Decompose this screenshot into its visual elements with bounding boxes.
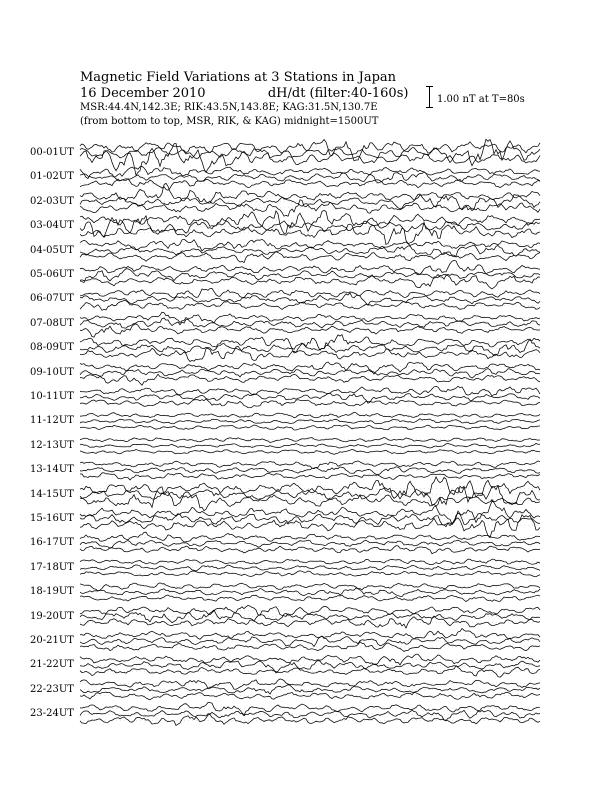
station-trace-rik <box>80 540 540 548</box>
station-trace-msr <box>80 595 540 602</box>
station-trace-kag <box>80 239 540 251</box>
station-trace-kag <box>80 461 540 469</box>
station-trace-rik <box>80 467 540 475</box>
hour-row-label: 21-22UT <box>30 659 74 671</box>
station-trace-kag <box>80 260 540 274</box>
hour-row-label: 03-04UT <box>30 220 74 232</box>
hour-row-label: 06-07UT <box>30 293 74 305</box>
station-trace-kag <box>80 210 540 233</box>
hour-row-label: 22-23UT <box>30 683 74 695</box>
station-trace-kag <box>80 583 540 591</box>
station-trace-rik <box>80 245 540 257</box>
hour-row-label: 19-20UT <box>30 610 74 622</box>
station-coordinates: MSR:44.4N,142.3E; RIK:43.5N,143.8E; KAG:31.5N,130.7E <box>80 102 378 113</box>
hour-row-label: 15-16UT <box>30 513 74 524</box>
station-trace-rik <box>80 685 540 694</box>
hour-row-label: 09-10UT <box>30 366 74 378</box>
hour-row-label: 11-12UT <box>30 415 74 427</box>
hour-row-label: 02-03UT <box>30 195 74 207</box>
station-trace-kag <box>80 628 540 639</box>
station-trace-rik <box>80 610 540 623</box>
hour-row-label: 04-05UT <box>30 244 74 256</box>
station-trace-rik <box>80 661 540 673</box>
station-trace-kag <box>80 166 540 178</box>
hour-row-label: 16-17UT <box>30 537 74 549</box>
hour-row-label: 18-19UT <box>30 586 74 598</box>
station-trace-kag <box>80 605 540 616</box>
hour-row-label: 12-13UT <box>30 439 74 451</box>
hour-row-label: 07-08UT <box>30 317 74 329</box>
scale-bar-label: 1.00 nT at T=80s <box>437 94 525 105</box>
station-trace-msr <box>80 616 540 628</box>
hour-row-label: 08-09UT <box>30 342 74 354</box>
station-trace-msr <box>80 449 540 454</box>
station-trace-msr <box>80 275 540 289</box>
station-trace-rik <box>80 369 540 378</box>
hour-row-label: 00-01UT <box>30 147 74 158</box>
station-trace-kag <box>80 477 540 499</box>
station-trace-rik <box>80 710 540 721</box>
station-trace-kag <box>80 183 540 203</box>
hour-row-label: 05-06UT <box>30 269 74 280</box>
hour-row-label: 20-21UT <box>30 635 74 646</box>
hour-row-label: 13-14UT <box>30 464 74 476</box>
hour-row-label: 23-24UT <box>30 708 74 720</box>
chart-title: Magnetic Field Variations at 3 Stations in Japan <box>80 70 397 85</box>
hour-row-label: 10-11UT <box>30 391 74 402</box>
station-trace-msr <box>80 252 540 263</box>
hour-row-label: 14-15UT <box>30 488 74 500</box>
station-trace-rik <box>80 636 540 646</box>
station-trace-rik <box>80 565 540 571</box>
station-trace-msr <box>80 473 540 480</box>
station-trace-msr <box>80 546 540 554</box>
hour-row-label: 17-18UT <box>30 561 74 573</box>
station-trace-kag <box>80 412 540 417</box>
station-trace-msr <box>80 179 540 191</box>
station-trace-rik <box>80 269 540 283</box>
hour-row-label: 01-02UT <box>30 171 74 183</box>
station-order-note: (from bottom to top, MSR, RIK, & KAG) midnight=1500UT <box>80 116 379 127</box>
station-trace-kag <box>80 679 540 689</box>
station-trace-msr <box>80 374 540 385</box>
chart-date: 16 December 2010 <box>80 86 206 101</box>
chart-quantity: dH/dt (filter:40-160s) <box>267 86 409 101</box>
